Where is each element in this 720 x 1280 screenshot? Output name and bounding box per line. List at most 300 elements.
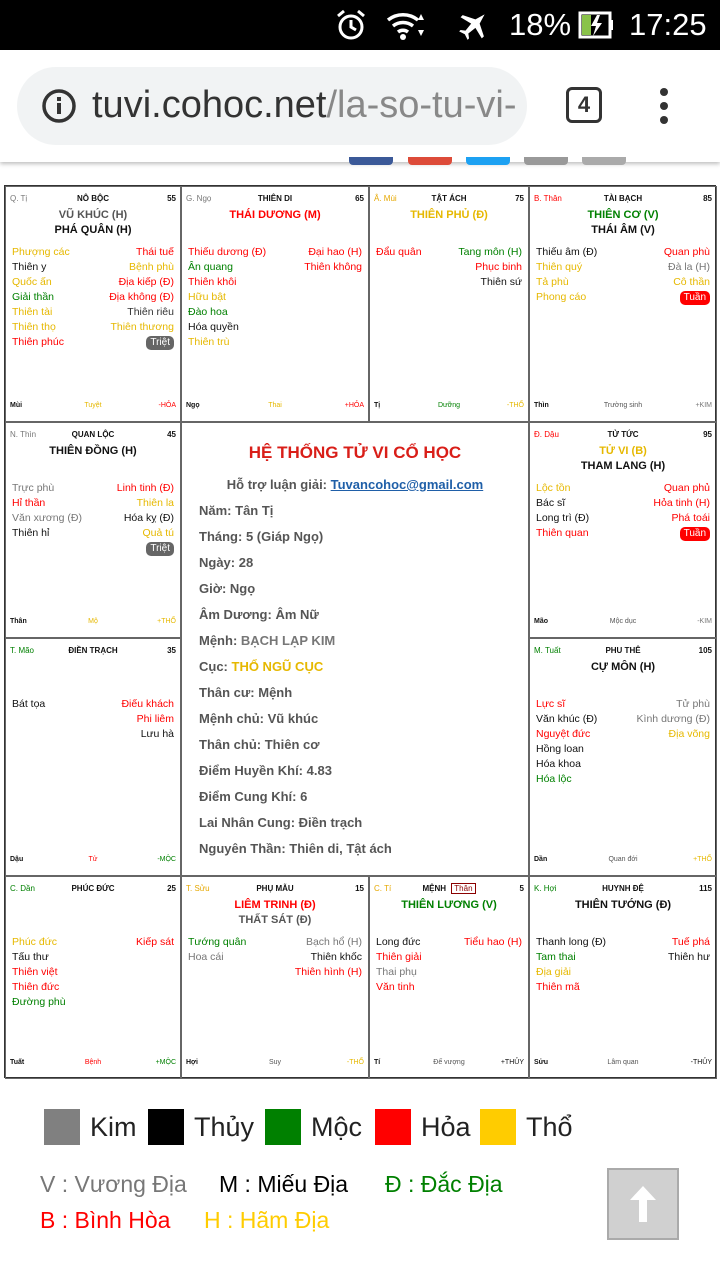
palace-number: 75 (515, 194, 524, 203)
footer-stage: Suy (268, 1059, 282, 1066)
support-email-link[interactable]: Tuvancohoc@gmail.com (330, 477, 484, 492)
footer-stage: Đế vượng (433, 1059, 465, 1066)
info-label: Điểm Cung Khí: (199, 789, 301, 804)
star-left: Thiên khôi (188, 276, 237, 288)
info-value: 6 (300, 789, 308, 804)
footer-branch: Hợi (186, 1059, 198, 1066)
star-right: Thiên riêu (127, 306, 174, 318)
palace-branch: C. Dần (10, 884, 35, 893)
star-row (536, 980, 710, 995)
palace-name: ĐIỀN TRẠCH (68, 646, 118, 655)
star-right: Bệnh phù (129, 261, 174, 273)
star-right: Địa không (Đ) (109, 291, 174, 303)
star-left: Thiên mã (536, 981, 580, 993)
star-row (376, 245, 522, 260)
palace-cell[interactable] (529, 638, 717, 876)
share-button-other[interactable] (524, 157, 568, 165)
star-left: Phong cáo (536, 291, 587, 303)
minor-stars (12, 935, 174, 1010)
share-button-google[interactable] (408, 157, 452, 165)
badge-tuan: Tuần (680, 291, 710, 305)
palace-number: 105 (698, 646, 712, 655)
footer-stage: Tuyệt (84, 402, 102, 409)
info-label: Mệnh: (199, 633, 241, 648)
main-star: TỬ VI (B) (599, 445, 647, 457)
star-right (680, 290, 710, 305)
footer-stage: Tử (88, 856, 98, 863)
star-left: Hỉ thần (12, 497, 46, 509)
info-line (199, 711, 318, 726)
star-left: Bát tọa (12, 698, 46, 710)
than-marker: Thân (451, 883, 475, 894)
info-label: Nguyên Thần: (199, 841, 290, 856)
palace-footer (534, 399, 712, 409)
info-line (199, 789, 307, 804)
star-row (188, 965, 362, 980)
palace-name: HUYNH ĐỆ (602, 884, 644, 893)
star-right: Tử phù (676, 698, 710, 710)
info-value: THỔ NGŨ CỤC (231, 659, 324, 674)
footer-element: -MỘC (157, 856, 176, 863)
footer-element: +THỔ (157, 618, 176, 625)
horoscope-chart (4, 185, 716, 1078)
main-star: PHÁ QUÂN (H) (54, 224, 132, 236)
info-value: BẠCH LẠP KIM (240, 633, 336, 648)
palace-footer (10, 399, 176, 409)
palace-name: PHỤ MẪU (256, 884, 294, 893)
palace-cell[interactable] (5, 876, 181, 1079)
star-right (146, 541, 174, 556)
palace-branch: M. Tuất (534, 646, 561, 655)
info-line (199, 633, 335, 648)
legend-item (148, 1108, 254, 1146)
star-left: Thiên hỉ (12, 527, 50, 539)
legend-swatch (480, 1109, 516, 1145)
info-line (199, 815, 362, 830)
footer-element: +THỔ (693, 856, 712, 863)
star-row (536, 742, 710, 757)
footer-branch: Tị (374, 402, 381, 409)
info-value: 4.83 (306, 763, 332, 778)
star-right: Kình dương (Đ) (636, 713, 710, 725)
star-row (188, 320, 362, 335)
star-row (536, 260, 710, 275)
palace-name: TẬT ÁCH (431, 194, 467, 203)
palace-name: TỬ TỨC (607, 430, 639, 439)
palace-number: 115 (699, 884, 712, 893)
star-row (12, 712, 174, 727)
info-label: Thân cư: (199, 685, 259, 700)
star-row (536, 290, 710, 305)
legend-item (44, 1108, 137, 1146)
star-right: Thiên thương (110, 321, 174, 333)
star-left: Nguyệt đức (536, 728, 591, 740)
badge-triet: Triệt (146, 336, 174, 350)
star-left: Thiên phúc (12, 336, 64, 348)
minor-stars (536, 481, 710, 541)
palace-footer (534, 615, 712, 625)
footer-branch: Tuất (10, 1059, 25, 1066)
palace-name: PHU THÊ (605, 646, 641, 655)
info-label: Giờ: (199, 581, 230, 596)
info-value: Thiên cơ (264, 737, 320, 752)
star-left: Thiên tài (12, 306, 53, 318)
star-left: Đường phù (12, 996, 66, 1008)
star-left: Hồng loan (536, 743, 584, 755)
star-right: Lưu hà (140, 728, 174, 740)
star-row (12, 995, 174, 1010)
star-right: Bạch hổ (H) (305, 936, 362, 948)
palace-cell[interactable] (181, 876, 369, 1079)
star-row (12, 950, 174, 965)
main-star: THIÊN ĐỒNG (H) (49, 445, 137, 457)
main-star: CỰ MÔN (H) (590, 661, 656, 673)
star-row (536, 697, 710, 712)
url-text[interactable]: tuvi.cohoc.net/la-so-tu-vi- (92, 84, 517, 126)
palace-number: 35 (167, 646, 176, 655)
star-right: Điếu khách (121, 698, 174, 710)
legend-item (375, 1108, 471, 1146)
star-left: Văn xương (Đ) (12, 512, 82, 524)
star-right: Thái tuế (136, 246, 174, 258)
star-row (188, 260, 362, 275)
footer-stage: Quan đới (608, 856, 638, 863)
star-right: Linh tinh (Đ) (116, 482, 174, 494)
palace-cell[interactable] (369, 186, 529, 422)
star-right: Thiên hư (667, 951, 710, 963)
star-left: Tam thai (536, 951, 576, 963)
url-path: /la-so-tu-vi- (326, 84, 517, 126)
tab-switcher-button[interactable]: 4 (566, 87, 602, 123)
info-value: Tân Tị (235, 503, 274, 518)
palace-name: TÀI BẠCH (603, 194, 643, 203)
legend-label: Mộc (311, 1111, 363, 1142)
main-star: THẤT SÁT (Đ) (238, 914, 312, 926)
star-right: Đại hao (H) (308, 246, 362, 258)
star-left: Thiên thọ (12, 321, 56, 333)
main-star: THIÊN TƯỚNG (Đ) (574, 899, 672, 911)
palace-cell[interactable] (181, 186, 369, 422)
star-right: Tang môn (H) (458, 246, 522, 258)
star-right: Thiên sứ (480, 276, 522, 288)
main-star: THIÊN LƯƠNG (V) (401, 899, 497, 911)
overflow-menu-icon[interactable] (652, 86, 676, 130)
legend-swatch (148, 1109, 184, 1145)
star-right: Địa kiếp (Đ) (118, 276, 174, 288)
star-row (536, 496, 710, 511)
info-line (199, 763, 332, 778)
star-left: Trực phù (12, 482, 55, 494)
footer-branch: Sửu (534, 1059, 549, 1066)
palace-branch: T. Sửu (186, 884, 210, 893)
alarm-icon (334, 8, 368, 42)
legend-item (265, 1108, 362, 1146)
main-star: LIÊM TRINH (Đ) (234, 899, 316, 911)
palace-footer (374, 399, 524, 409)
legend-label: Hỏa (421, 1111, 471, 1142)
star-row (376, 950, 522, 965)
star-left: Văn tinh (376, 981, 415, 993)
star-right: Tuế phá (671, 936, 710, 948)
main-star: THÁI ÂM (V) (591, 224, 655, 236)
footer-branch: Thìn (534, 402, 549, 409)
star-row (12, 245, 174, 260)
minor-stars (536, 697, 710, 787)
legend-key: M : Miếu Địa (219, 1171, 349, 1197)
star-left: Lực sĩ (536, 698, 566, 710)
star-right: Đà la (H) (667, 261, 710, 273)
palace-number: 95 (703, 430, 712, 439)
star-row (12, 481, 174, 496)
star-row (12, 511, 174, 526)
info-label: Tháng: (199, 529, 246, 544)
footer-element: +KIM (695, 402, 712, 409)
star-left: Lộc tồn (536, 482, 571, 494)
palace-number: 45 (167, 430, 176, 439)
star-left: Giải thần (12, 291, 55, 303)
address-bar[interactable] (17, 67, 527, 145)
badge-tuan: Tuần (680, 527, 710, 541)
star-row (12, 335, 174, 350)
star-right: Phục binh (475, 261, 522, 273)
palace-branch: Q. Tị (10, 194, 28, 203)
palace-footer (10, 615, 176, 625)
footer-branch: Mùi (10, 402, 23, 409)
info-value: Âm Nữ (275, 607, 319, 622)
main-star: THÁI DƯƠNG (M) (229, 209, 321, 221)
palace-footer (534, 853, 712, 863)
footer-element: -KIM (697, 618, 712, 625)
footer-element: +MỘC (155, 1059, 176, 1066)
minor-stars (188, 935, 362, 980)
badge-triet: Triệt (146, 542, 174, 556)
palace-name: QUAN LỘC (71, 430, 115, 439)
palace-branch: Â. Mùi (374, 194, 397, 203)
star-row (536, 245, 710, 260)
legend-key: B : Bình Hòa (40, 1207, 171, 1233)
star-left: Đẩu quân (376, 246, 422, 258)
star-row (376, 965, 522, 980)
star-right: Thiên hình (H) (294, 966, 362, 978)
info-line (199, 841, 392, 856)
palace-branch: G. Ngọ (186, 194, 212, 203)
star-right: Hóa kỵ (Đ) (123, 512, 174, 524)
share-button-more[interactable] (582, 157, 626, 165)
footer-element: +HỎA (344, 402, 364, 409)
info-value: Điền trạch (298, 815, 363, 830)
palace-cell[interactable] (529, 422, 717, 638)
star-right: Thiên la (136, 497, 174, 509)
star-row (376, 980, 522, 995)
minor-stars (536, 935, 710, 995)
clock: 17:25 (629, 7, 707, 42)
scroll-to-top-button[interactable] (607, 1168, 679, 1240)
main-star: VŨ KHÚC (H) (58, 209, 128, 221)
chart-title: HỆ THỐNG TỬ VI CỔ HỌC (248, 443, 462, 462)
info-label: Thân chủ: (199, 737, 265, 752)
palace-cell[interactable] (5, 186, 181, 422)
star-row (12, 697, 174, 712)
star-row (188, 935, 362, 950)
info-label: Năm: (199, 503, 236, 518)
info-label: Ngày: (199, 555, 239, 570)
legend-label: Thủy (194, 1111, 255, 1142)
star-left: Thiên y (12, 261, 47, 273)
chart-center-info (181, 422, 529, 876)
footer-stage: Mộ (88, 618, 98, 625)
star-left: Thiên trù (188, 336, 230, 348)
star-left: Thiếu dương (Đ) (188, 246, 267, 258)
info-label: Lai Nhân Cung: (199, 815, 299, 830)
battery-charging-icon (578, 8, 614, 42)
info-line (199, 581, 255, 596)
info-line (199, 555, 253, 570)
star-row (12, 980, 174, 995)
star-left: Văn khúc (Đ) (536, 713, 598, 725)
star-right: Thiên không (304, 261, 362, 273)
footer-stage: Thai (268, 402, 282, 409)
star-left: Quốc ấn (12, 276, 52, 288)
legend-swatch (265, 1109, 301, 1145)
minor-stars (188, 245, 362, 350)
star-right: Phi liêm (136, 713, 174, 725)
star-row (188, 305, 362, 320)
palace-name: THIÊN DI (257, 194, 293, 203)
palace-branch: Đ. Dậu (534, 430, 559, 439)
star-row (188, 245, 362, 260)
footer-element: -THỦY (690, 1059, 712, 1066)
star-left: Bác sĩ (536, 497, 566, 509)
star-row (12, 526, 174, 541)
minor-stars (376, 935, 522, 995)
star-row (188, 950, 362, 965)
info-value: Thiên di, Tật ách (289, 841, 392, 856)
palace-footer (10, 1056, 176, 1066)
star-row (188, 290, 362, 305)
legend-key: V : Vương Địa (40, 1171, 187, 1197)
footer-branch: Ngọ (186, 402, 200, 409)
star-left: Hữu bật (188, 291, 226, 303)
star-left: Tả phù (536, 276, 569, 288)
minor-stars (12, 481, 174, 556)
info-icon[interactable] (41, 88, 77, 129)
palace-branch: B. Thân (534, 194, 562, 203)
info-value: Ngọ (229, 581, 256, 596)
star-row (536, 727, 710, 742)
palace-footer (186, 1056, 364, 1066)
star-left: Thiên quan (536, 527, 589, 539)
star-row (536, 950, 710, 965)
star-left: Thiên việt (12, 966, 58, 978)
main-star: THIÊN CƠ (V) (587, 209, 659, 221)
star-right: Phá toái (671, 512, 710, 524)
palace-cell[interactable] (529, 876, 717, 1079)
star-left: Thiên quý (536, 261, 583, 273)
palace-cell[interactable] (369, 876, 529, 1079)
support-line: Hỗ trợ luận giải: Tuvancohoc@gmail.com (226, 477, 484, 492)
star-left: Hóa khoa (536, 758, 581, 770)
palace-branch: T. Mão (10, 646, 35, 655)
palace-number: 25 (167, 884, 176, 893)
share-button-facebook[interactable] (349, 157, 393, 165)
star-left: Hoa cái (188, 951, 224, 963)
legend-swatch (44, 1109, 80, 1145)
minor-stars (376, 245, 522, 290)
star-right (680, 526, 710, 541)
legend-item (480, 1108, 573, 1146)
palace-cell[interactable] (5, 638, 181, 876)
star-row (536, 935, 710, 950)
info-value: Vũ khúc (267, 711, 319, 726)
palace-branch: C. Tí (374, 884, 392, 893)
star-left: Tấu thư (12, 951, 49, 963)
info-value: 5 (Giáp Ngọ) (245, 529, 324, 544)
palace-footer (534, 1056, 712, 1066)
palace-branch: N. Thìn (10, 430, 37, 439)
star-left: Ân quang (188, 261, 233, 273)
arrow-up-icon (628, 1184, 658, 1224)
palace-cell[interactable] (5, 422, 181, 638)
star-left: Tướng quân (188, 936, 247, 948)
palace-number: 55 (167, 194, 176, 203)
palace-number: 5 (519, 884, 524, 893)
star-left: Hóa quyền (188, 321, 239, 333)
info-line (199, 607, 319, 622)
star-right: Quan phù (663, 246, 710, 258)
star-row (188, 275, 362, 290)
star-right: Hỏa tinh (H) (653, 497, 710, 509)
footer-branch: Dần (534, 856, 548, 863)
legend-key: H : Hãm Địa (204, 1207, 330, 1233)
legend-label: Kim (90, 1111, 137, 1142)
footer-element: -THỔ (506, 402, 524, 409)
star-right: Quan phủ (663, 482, 710, 494)
star-row (536, 275, 710, 290)
palace-cell[interactable] (529, 186, 717, 422)
star-row (12, 320, 174, 335)
footer-stage: Mộc dục (609, 618, 637, 625)
star-left: Phượng các (12, 246, 70, 258)
minor-stars (12, 245, 174, 350)
star-right: Quả tú (142, 527, 174, 539)
star-left: Long đức (376, 936, 421, 948)
star-left: Địa giải (536, 966, 572, 978)
star-left: Phúc đức (12, 936, 57, 948)
share-button-twitter[interactable] (466, 157, 510, 165)
footer-branch: Dậu (10, 856, 24, 863)
minor-stars (12, 697, 174, 742)
star-row (12, 305, 174, 320)
palace-footer (186, 399, 364, 409)
footer-branch: Mão (534, 618, 548, 625)
footer-element: -HỎA (158, 402, 176, 409)
star-row (376, 935, 522, 950)
palace-number: 15 (355, 884, 364, 893)
footer-stage: Bệnh (84, 1059, 102, 1066)
star-row (536, 481, 710, 496)
palace-name: PHÚC ĐỨC (71, 884, 115, 893)
footer-stage: Dưỡng (437, 402, 461, 409)
main-star: THAM LANG (H) (580, 460, 666, 472)
star-row (536, 511, 710, 526)
info-line (199, 529, 323, 544)
star-row (12, 275, 174, 290)
status-bar (0, 0, 720, 50)
star-left: Long trì (Đ) (536, 512, 590, 524)
star-left: Thiên đức (12, 981, 60, 993)
legend-swatch (375, 1109, 411, 1145)
star-row (536, 712, 710, 727)
